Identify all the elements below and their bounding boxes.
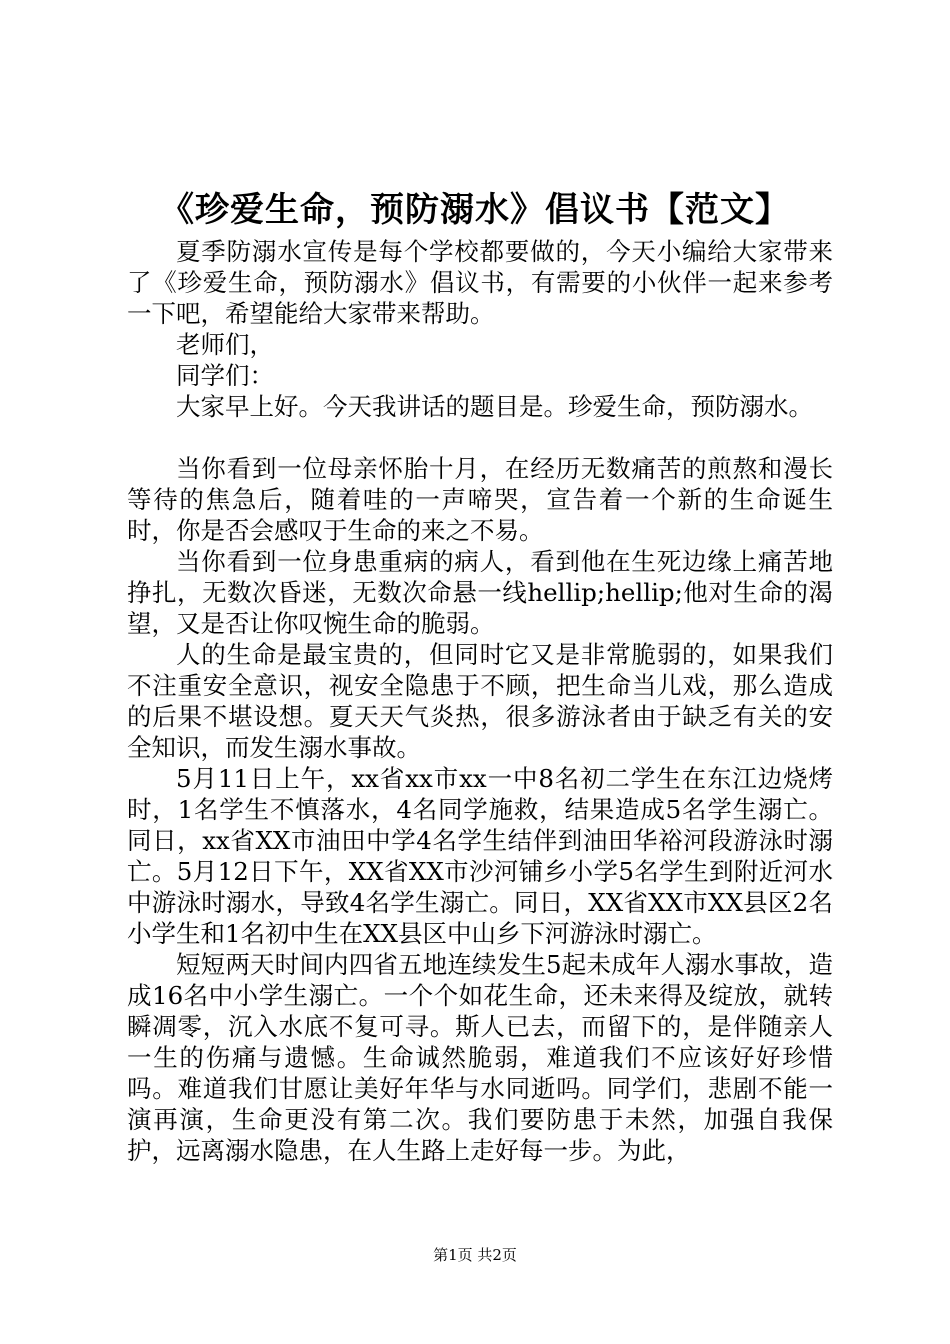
paragraph-spacer [127, 422, 833, 453]
document-body [127, 236, 833, 1166]
document-title: 《珍爱生命，预防溺水》倡议书【范文】 [160, 190, 790, 230]
body-paragraph: 人的生命是最宝贵的，但同时它又是非常脆弱的，如果我们不注重安全意识，视安全隐患于不顾，把生命当儿戏，那么造成的后果不堪设想。夏天天气炎热，很多游泳者由于缺乏有关的安全知识，而发生溺水事故。 [127, 640, 833, 762]
body-paragraph: 5月11日上午，xx省xx市xx一中8名初二学生在东江边烧烤时，1名学生不慎落水，4名同学施救，结果造成5名学生溺亡。同日，xx省XX市油田中学4名学生结伴到油田华裕河段游泳时溺亡。5月12日下午，XX省XX市沙河铺乡小学5名学生到附近河水中游泳时溺水，导致4名学生溺亡。同日，XX省XX市XX县区2名小学生和1名初中生在XX县区中山乡下河游泳时溺亡。 [127, 764, 833, 948]
body-paragraph: 当你看到一位身患重病的病人，看到他在生死边缘上痛苦地挣扎，无数次昏迷，无数次命悬一线hellip;hellip;他对生命的渴望，又是否让你叹惋生命的脆弱。 [127, 547, 833, 638]
greeting-paragraph: 大家早上好。今天我讲话的题目是。珍爱生命，预防溺水。 [176, 392, 813, 421]
intro-paragraph: 夏季防溺水宣传是每个学校都要做的，今天小编给大家带来了《珍爱生命，预防溺水》倡议书，有需要的小伙伴一起来参考一下吧，希望能给大家带来帮助。 [127, 237, 833, 328]
salutation-teachers: 老师们， [176, 330, 274, 359]
page-number-footer: 第1页 共2页 [433, 1246, 517, 1264]
salutation-students: 同学们： [176, 361, 274, 390]
body-paragraph: 当你看到一位母亲怀胎十月，在经历无数痛苦的煎熬和漫长等待的焦急后，随着哇的一声啼哭，宣告着一个新的生命诞生时，你是否会感叹于生命的来之不易。 [127, 454, 833, 545]
body-paragraph: 短短两天时间内四省五地连续发生5起未成年人溺水事故，造成16名中小学生溺亡。一个个如花生命，还未来得及绽放，就转瞬凋零，沉入水底不复可寻。斯人已去，而留下的，是伴随亲人一生的伤痛与遗憾。生命诚然脆弱，难道我们不应该好好珍惜吗。难道我们甘愿让美好年华与水同逝吗。同学们，悲剧不能一演再演，生命更没有第二次。我们要防患于未然，加强自我保护，远离溺水隐患，在人生路上走好每一步。为此， [127, 950, 833, 1165]
